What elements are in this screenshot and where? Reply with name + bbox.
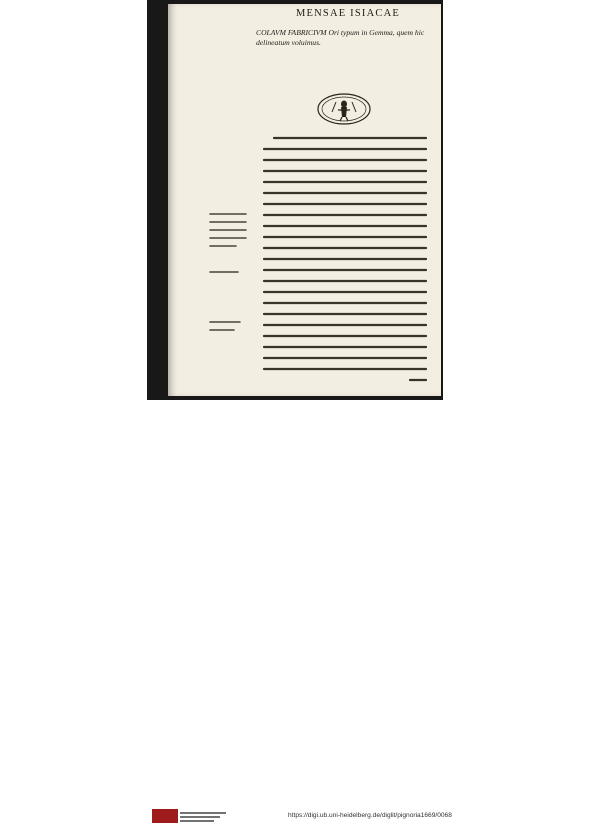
main-text-block: [260, 132, 432, 388]
engraved-gem-figure: [316, 92, 372, 126]
source-url[interactable]: https://digi.ub.uni-heidelberg.de/diglit/pignoria1669/0068: [288, 812, 452, 819]
marginal-notes: [206, 4, 264, 396]
library-logo-icon: [152, 809, 178, 823]
scanned-page-frame: [147, 0, 443, 400]
book-page: [168, 4, 441, 396]
library-name-mark: [180, 810, 240, 822]
running-head: MENSAE ISIACAE: [295, 8, 400, 19]
figure-caption: COLAVM FABRICIVM Ori typum in Gemma, quem hic delineatum voluimus.: [256, 28, 425, 47]
viewer-footer: [0, 400, 595, 819]
